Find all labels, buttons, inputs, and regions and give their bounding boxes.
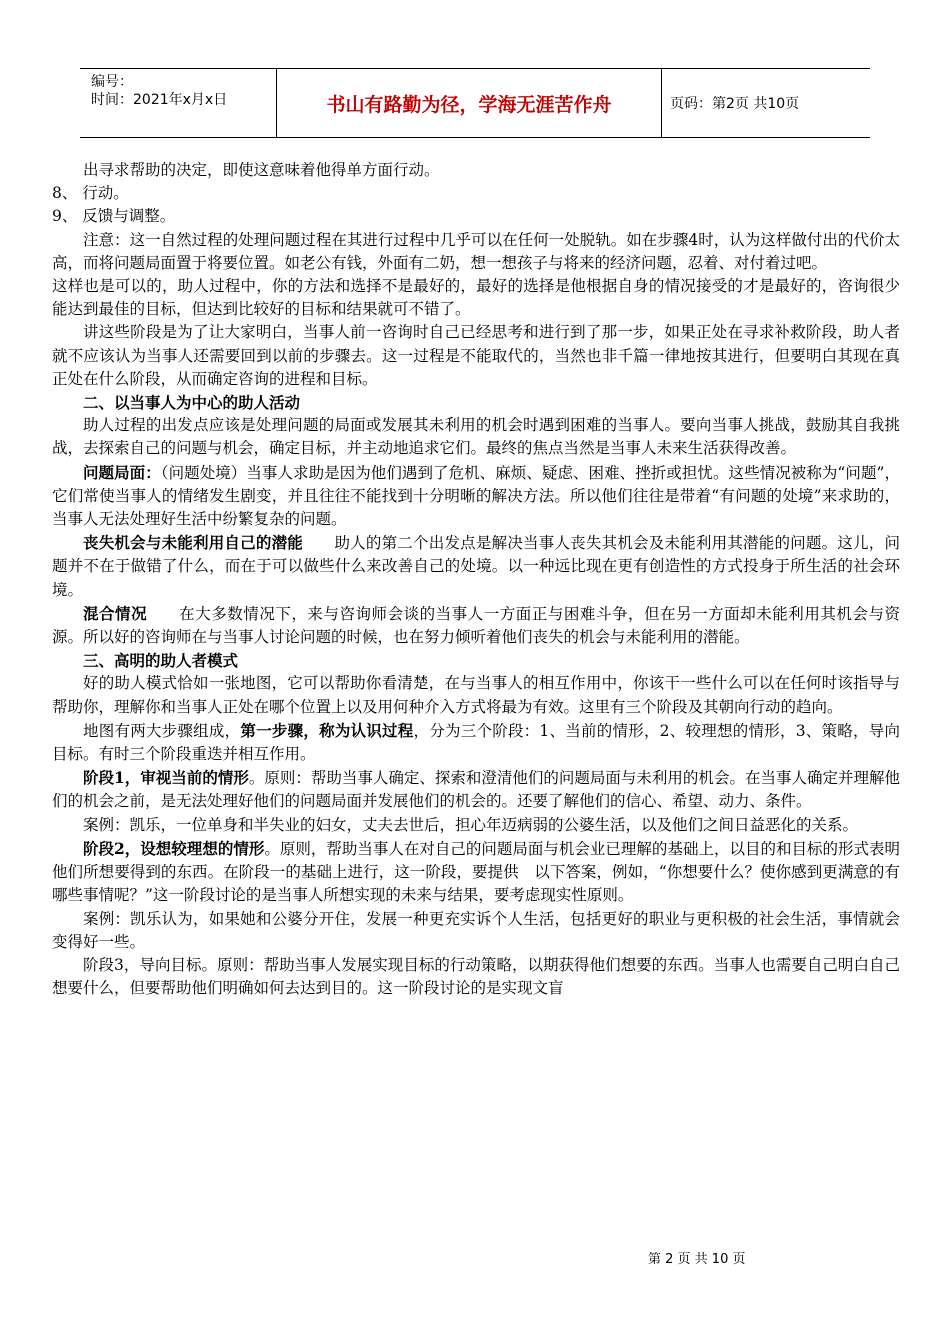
paragraph-stage-3: 阶段3，导向目标。原则：帮助当事人发展实现目标的行动策略，以期获得他们想要的东西。当事人也需要自己明白自己想要什么，但要帮助他们明确如何去达到目的。这一阶段讨论的是实现文盲: [52, 955, 900, 998]
header-motto: 书山有路勤为径，学海无涯苦作舟: [277, 69, 662, 137]
paragraph: 出寻求帮助的决定，即使这意味着他得单方面行动。: [83, 161, 440, 179]
paragraph-text: （问题处境）当事人求助是因为他们遇到了危机、麻烦、疑虑、困难、挫折或担忧。这些情况被称为“问题”，它们常使当事人的情绪发生剧变，并且往往不能找到十分明晰的解决方法。所以他们往往是带着“有问题的处境”来求助的，当事人无法处理好生活中纷繁复杂的问题。: [52, 463, 900, 529]
paragraph-mixed-situation: [52, 602, 900, 649]
paragraph: 助人过程的出发点应该是处理问题的局面或发展其未利用的机会时遇到困难的当事人。要向当事人挑战，鼓励其自我挑战，去探索自己的问题与机会，确定目标，并主动地追求它们。最终的焦点当然是当事人未来生活获得改善。: [52, 416, 900, 458]
paragraph-text: 助人的第二个出发点是解决当事人丧失其机会及未能利用其潜能的问题。这儿，问题并不在于做错了什么，而在于可以做些什么来改善自己的处境。以一种远比现在更有创造性的方式投身于所生活的社会环境。: [52, 534, 900, 599]
term-problem-situation: 问题局面：: [83, 462, 161, 482]
paragraph: 这样也是可以的，助人过程中，你的方法和选择不是最好的，最好的选择是他根据自身的情况接受的才是最好的，咨询很少能达到最佳的目标，但达到比较好的目标和结果就可不错了。: [52, 277, 900, 319]
paragraph-text: 。原则：帮助当事人确定、探索和澄清他们的问题局面与未利用的机会。在当事人确定并理解他们的机会之前，是无法处理好他们的问题局面并发展他们的机会的。还要了解他们的信心、希望、动力、条件。: [52, 769, 900, 811]
paragraph: 注意：这一自然过程的处理问题过程在其进行过程中几乎可以在任何一处脱轨。如在步骤4时，认为这样做付出的代价太高，而将问题局面置于将要位置。如老公有钱，外面有二奶，想一想孩子与将来的经济问题，忍着、对付着过吧。: [52, 230, 900, 272]
section-heading-3: 三、高明的助人者模式: [83, 651, 239, 671]
numbered-step-8: 8、 行动。: [52, 184, 129, 203]
term-stage-1: 阶段1，审视当前的情形: [83, 768, 249, 788]
paragraph-text: 。原则，帮助当事人在对自己的问题局面与机会业已理解的基础上，以目的和目标的形式表明他们所想要得到的东西。在阶段一的基础上进行，这一阶段，要提供 以下答案，例如，“你想要什么？使你感到更满意的有哪些事情呢？”这一阶段讨论的是当事人所想实现的未来与结果，要考虑现实性原则。: [52, 839, 900, 905]
paragraph-problem-situation: [52, 461, 900, 532]
term-lost-opportunity: 丧失机会与未能利用自己的潜能: [83, 533, 304, 553]
paragraph-text: 在大多数情况下，来与咨询师会谈的当事人一方面正与困难斗争，但在另一方面却未能利用其机会与资源。所以好的咨询师在与当事人讨论问题的时候，也在努力倾听着他们丧失的机会与未能利用的潜能。: [52, 604, 900, 647]
paragraph-map-steps: [52, 719, 900, 766]
paragraph-lost-opportunity: [52, 531, 900, 602]
document-body: [52, 159, 900, 1000]
paragraph: 讲这些阶段是为了让大家明白，当事人前一咨询时自己已经思考和进行到了那一步，如果正处在寻求补救阶段，助人者就不应该认为当事人还需要回到以前的步骤去。这一过程是不能取代的，当然也非千篇一律地按其进行，但要明白其现在真正处在什么阶段，从而确定咨询的进程和目标。: [52, 323, 900, 388]
paragraph-text: ，分为三个阶段：1、当前的情形，2、较理想的情形，3、策略，导向目标。有时三个阶段重迭并相互作用。: [52, 721, 900, 764]
paragraph: 好的助人模式恰如一张地图，它可以帮助你看清楚，在与当事人的相互作用中，你该干一些什么可以在任何时该指导与帮助你，理解你和当事人正处在哪个位置上以及用何种介入方式将最为有效。这里有三个阶段及其朝向行动的趋向。: [52, 674, 900, 716]
paragraph-stage-2: [52, 837, 900, 908]
section-heading-2: 二、以当事人为中心的助人活动: [83, 393, 301, 413]
term-stage-2: 阶段2，设想较理想的情形: [83, 838, 265, 858]
paragraph-stage-1: [52, 766, 900, 813]
term-first-step: 第一步骤，称为认识过程: [240, 720, 414, 740]
document-time-label: 时间：2021年x月x日: [91, 92, 228, 108]
paragraph-text: 地图有两大步骤组成，: [83, 721, 241, 740]
page-footer: 第 2 页 共 10 页: [648, 1252, 746, 1267]
document-number-label: 编号：: [91, 74, 133, 90]
paragraph-case-1: 案例：凯乐，一位单身和半失业的妇女，丈夫去世后，担心年迈病弱的公婆生活，以及他们之间日益恶化的关系。: [83, 815, 859, 834]
term-mixed-situation: 混合情况: [83, 603, 148, 623]
numbered-step-9: 9、 反馈与调整。: [52, 207, 176, 226]
page-header: [80, 68, 870, 138]
paragraph-case-2: 案例：凯乐认为，如果她和公婆分开住，发展一种更充实诉个人生活，包括更好的职业与更积极的社会生活，事情就会变得好一些。: [52, 909, 900, 951]
header-info-cell: [80, 69, 277, 137]
header-page-code: 页码：第2页 共10页: [670, 96, 800, 112]
